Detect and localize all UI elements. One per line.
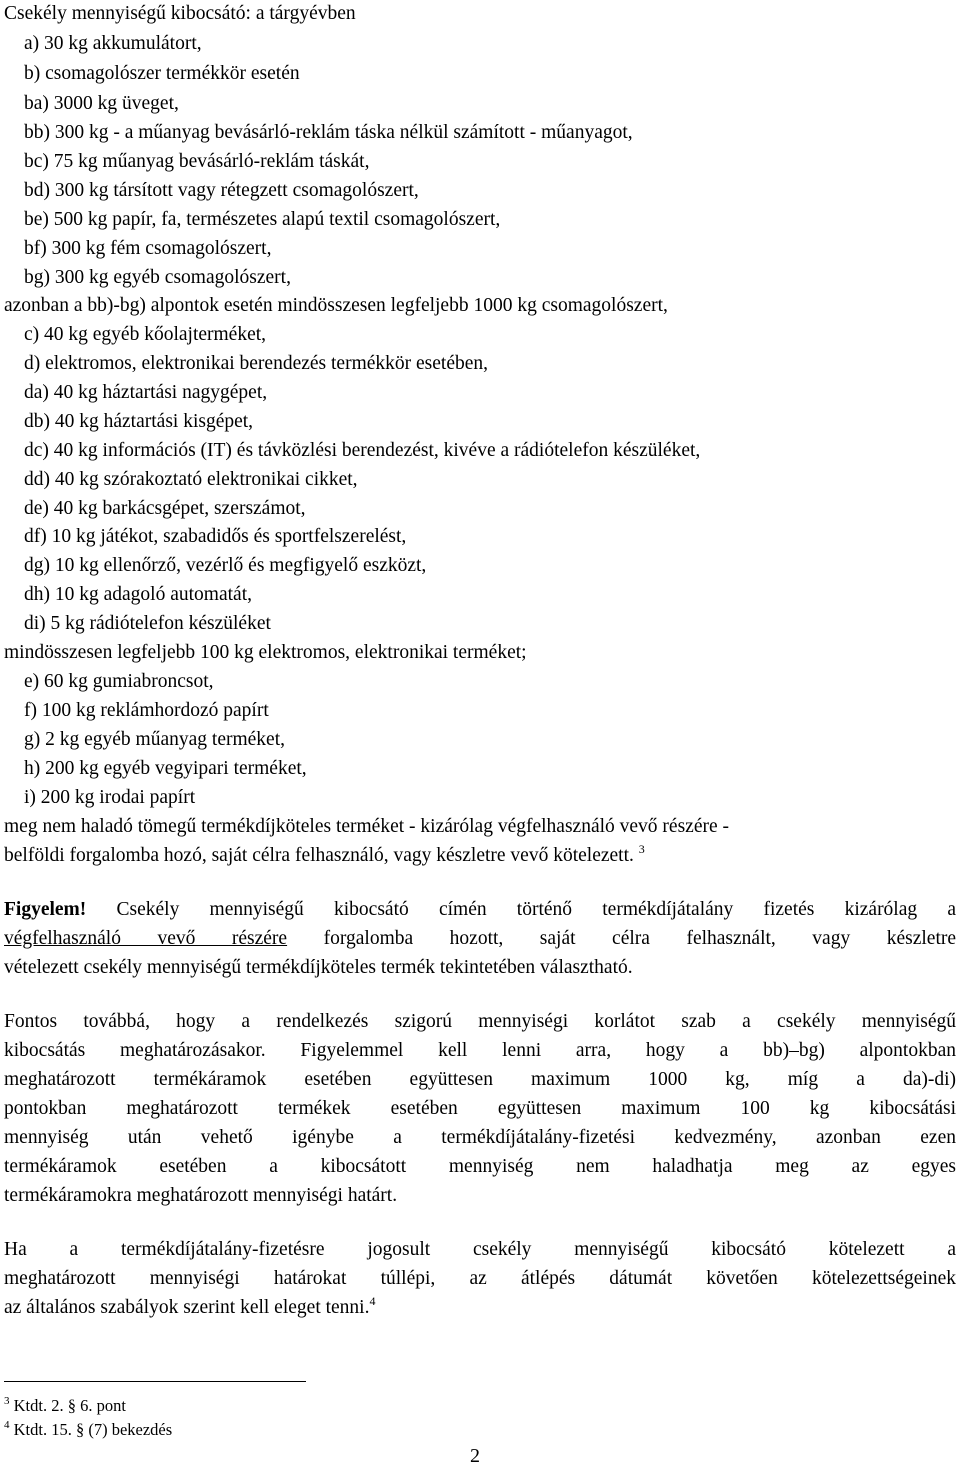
- footnote-ref: 4: [369, 1294, 376, 1308]
- figyelem-label: Figyelem!: [4, 899, 87, 920]
- paragraph-line: mennyiség után vehető igénybe a termékdíjátalány-fizetési kedvezmény, azonban ezen: [4, 1127, 956, 1148]
- list-item: i) 200 kg irodai papírt: [24, 787, 196, 808]
- footnote-text: Ktdt. 2. § 6. pont: [13, 1396, 126, 1415]
- list-item: de) 40 kg barkácsgépet, szerszámot,: [24, 498, 306, 519]
- list-item: bb) 300 kg - a műanyag bevásárló-reklám táska nélkül számított - műanyagot,: [24, 122, 633, 143]
- list-item: bd) 300 kg társított vagy rétegzett csomagolószert,: [24, 180, 419, 201]
- paragraph-line: Fontos továbbá, hogy a rendelkezés szigorú mennyiségi korlátot szab a csekély mennyiségű: [4, 1011, 956, 1032]
- list-item: c) 40 kg egyéb kőolajterméket,: [24, 324, 267, 345]
- list-item: b) csomagolószer termékkör esetén: [24, 63, 300, 84]
- list-item: bf) 300 kg fém csomagolószert,: [24, 238, 272, 259]
- footnote-text: Ktdt. 15. § (7) bekezdés: [13, 1420, 173, 1439]
- closing-line: meg nem haladó tömegű termékdíjköteles terméket - kizárólag végfelhasználó vevő részére -: [4, 816, 729, 837]
- list-item: g) 2 kg egyéb műanyag terméket,: [24, 729, 285, 750]
- paragraph-line: termékáramok esetében a kibocsátott mennyiség nem haladhatja meg az egyes: [4, 1156, 956, 1177]
- figyelem-text: forgalomba hozott, saját célra felhasznált, vagy készletre: [323, 928, 957, 949]
- footnote: [4, 1419, 173, 1439]
- list-item: dc) 40 kg információs (IT) és távközlési berendezést, kivéve a rádiótelefon készüléket,: [24, 440, 701, 461]
- list-item: a) 30 kg akkumulátort,: [24, 33, 202, 54]
- list-item: ba) 3000 kg üveget,: [24, 93, 179, 114]
- list-item: da) 40 kg háztartási nagygépet,: [24, 382, 268, 403]
- list-item: h) 200 kg egyéb vegyipari terméket,: [24, 758, 307, 779]
- figyelem-text: Csekély mennyiségű kibocsátó címén történő termékdíjátalány fizetés kizárólag a: [116, 899, 957, 920]
- list-item: df) 10 kg játékot, szabadidős és sportfelszerelést,: [24, 526, 407, 547]
- footnote-ref: 3: [638, 842, 645, 856]
- closing-line: [4, 842, 645, 866]
- figyelem-line: [4, 929, 956, 949]
- list-item: dd) 40 kg szórakoztató elektronikai cikket,: [24, 469, 358, 490]
- paragraph-text: az általános szabályok szerint kell eleget tenni.: [4, 1297, 370, 1318]
- paragraph-line: meghatározott mennyiségi határokat túllépi, az átlépés dátumát követően kötelezettségeinek: [4, 1268, 956, 1289]
- list-item: dh) 10 kg adagoló automatát,: [24, 584, 252, 605]
- footnote-divider: [4, 1381, 306, 1382]
- paragraph-line: termékáramokra meghatározott mennyiségi határt.: [4, 1185, 398, 1206]
- underlined-phrase: végfelhasználó vevő részére: [4, 928, 288, 949]
- figyelem-line: [4, 900, 956, 920]
- summary-line: azonban a bb)-bg) alpontok esetén mindösszesen legfeljebb 1000 kg csomagolószert,: [4, 295, 668, 316]
- list-intro: Csekély mennyiségű kibocsátó: a tárgyévben: [4, 3, 356, 24]
- paragraph-line: pontokban meghatározott termékek esetében együttesen maximum 100 kg kibocsátási: [4, 1098, 956, 1119]
- paragraph-line: kibocsátás meghatározásakor. Figyelemmel kell lenni arra, hogy a bb)–bg) alpontokban: [4, 1040, 956, 1061]
- list-item: d) elektromos, elektronikai berendezés termékkör esetében,: [24, 353, 489, 374]
- paragraph-line: [4, 1294, 376, 1318]
- list-item: e) 60 kg gumiabroncsot,: [24, 671, 214, 692]
- figyelem-line: vételezett csekély mennyiségű termékdíjköteles termék tekintetében választható.: [4, 957, 633, 978]
- summary-line: mindösszesen legfeljebb 100 kg elektromos, elektronikai terméket;: [4, 642, 527, 663]
- closing-text: belföldi forgalomba hozó, saját célra felhasználó, vagy készletre vevő kötelezett.: [4, 845, 634, 866]
- list-item: bc) 75 kg műanyag bevásárló-reklám táskát,: [24, 151, 370, 172]
- footnote-number: 4: [4, 1419, 10, 1431]
- paragraph-line: Ha a termékdíjátalány-fizetésre jogosult csekély mennyiségű kibocsátó kötelezett a: [4, 1239, 956, 1260]
- footnote-number: 3: [4, 1395, 10, 1407]
- list-item: f) 100 kg reklámhordozó papírt: [24, 700, 269, 721]
- list-item: be) 500 kg papír, fa, természetes alapú textil csomagolószert,: [24, 209, 501, 230]
- list-item: db) 40 kg háztartási kisgépet,: [24, 411, 254, 432]
- list-item: di) 5 kg rádiótelefon készüléket: [24, 613, 271, 634]
- paragraph-line: meghatározott termékáramok esetében együttesen maximum 1000 kg, míg a da)-di): [4, 1069, 956, 1090]
- list-item: dg) 10 kg ellenőrző, vezérlő és megfigyelő eszközt,: [24, 555, 427, 576]
- footnote: [4, 1395, 126, 1415]
- list-item: bg) 300 kg egyéb csomagolószert,: [24, 267, 291, 288]
- page-number: 2: [470, 1445, 480, 1467]
